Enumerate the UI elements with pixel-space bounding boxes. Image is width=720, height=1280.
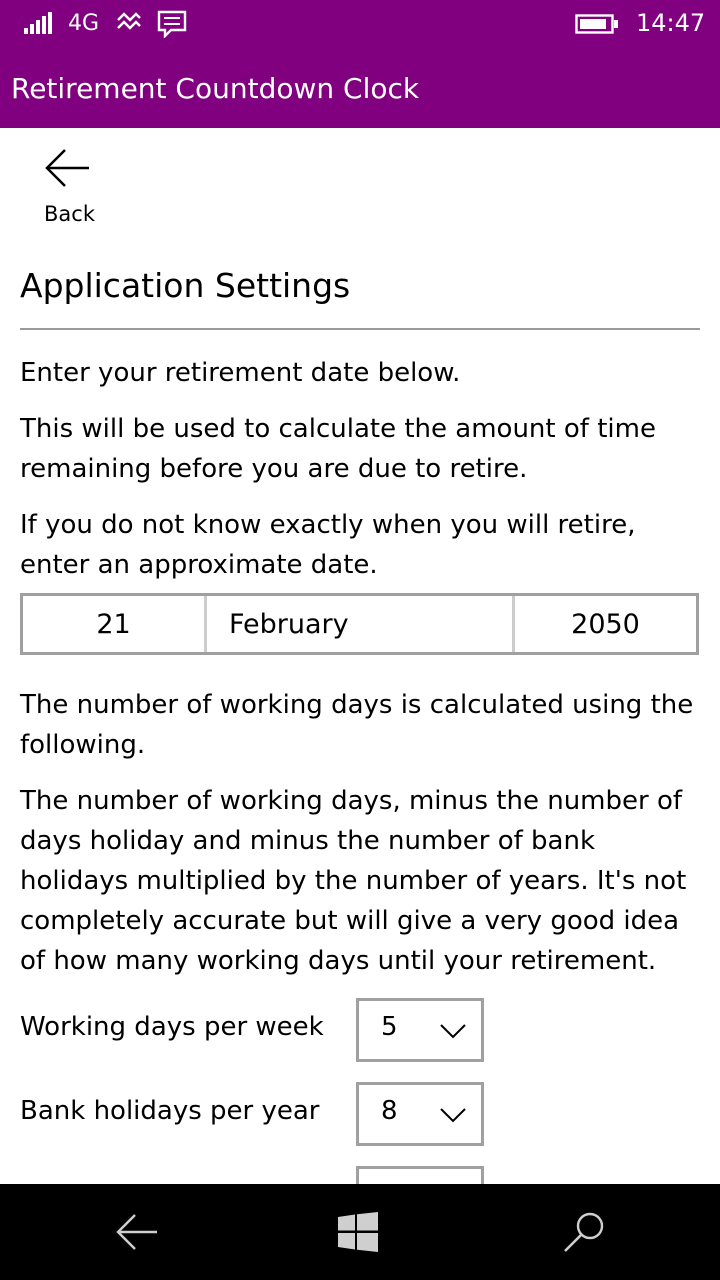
signal-strength-icon bbox=[24, 12, 56, 36]
working-days-value: 5 bbox=[381, 1012, 398, 1042]
bank-holidays-label: Bank holidays per year bbox=[20, 1096, 320, 1126]
calc-intro-text: The number of working days is calculated using the following. bbox=[20, 690, 694, 760]
system-nav-bar bbox=[0, 1184, 720, 1280]
intro-text: Enter your retirement date below. bbox=[20, 358, 461, 388]
status-bar bbox=[0, 0, 720, 52]
date-year[interactable]: 2050 bbox=[571, 608, 640, 640]
bank-holidays-value: 8 bbox=[381, 1096, 398, 1126]
divider bbox=[20, 328, 700, 330]
bank-holidays-select[interactable] bbox=[356, 1082, 484, 1146]
arrow-left-icon bbox=[45, 148, 91, 188]
back-arrow-icon[interactable] bbox=[115, 1213, 159, 1251]
working-days-select[interactable] bbox=[356, 998, 484, 1062]
approx-text: If you do not know exactly when you will retire, enter an approximate date. bbox=[20, 510, 636, 580]
holiday-days-select[interactable] bbox=[356, 1166, 484, 1184]
network-type: 4G bbox=[68, 11, 100, 36]
back-label: Back bbox=[44, 202, 95, 226]
date-day[interactable]: 21 bbox=[23, 596, 207, 652]
chevron-down-icon bbox=[440, 1107, 466, 1123]
windows-logo-icon[interactable] bbox=[338, 1212, 378, 1252]
app-title-bar bbox=[0, 52, 720, 128]
app-title: Retirement Countdown Clock bbox=[11, 72, 420, 105]
battery-icon bbox=[575, 14, 619, 34]
clock: 14:47 bbox=[636, 9, 706, 37]
retirement-date-picker[interactable] bbox=[20, 593, 699, 655]
date-month[interactable]: February bbox=[207, 596, 515, 652]
calc-detail-text: The number of working days, minus the number of days holiday and minus the number of bank holidays multiplied by the number of years. It's not completely accurate but will give a very good idea of how many working days until your retirement. bbox=[20, 786, 687, 976]
working-days-label: Working days per week bbox=[20, 1012, 324, 1042]
data-connection-icon bbox=[114, 10, 144, 36]
back-button[interactable] bbox=[30, 140, 110, 235]
usage-text: This will be used to calculate the amount of time remaining before you are due to retire. bbox=[20, 414, 656, 484]
message-icon bbox=[157, 10, 187, 38]
page-title: Application Settings bbox=[20, 266, 351, 305]
search-icon[interactable] bbox=[562, 1210, 606, 1254]
chevron-down-icon bbox=[440, 1023, 466, 1039]
